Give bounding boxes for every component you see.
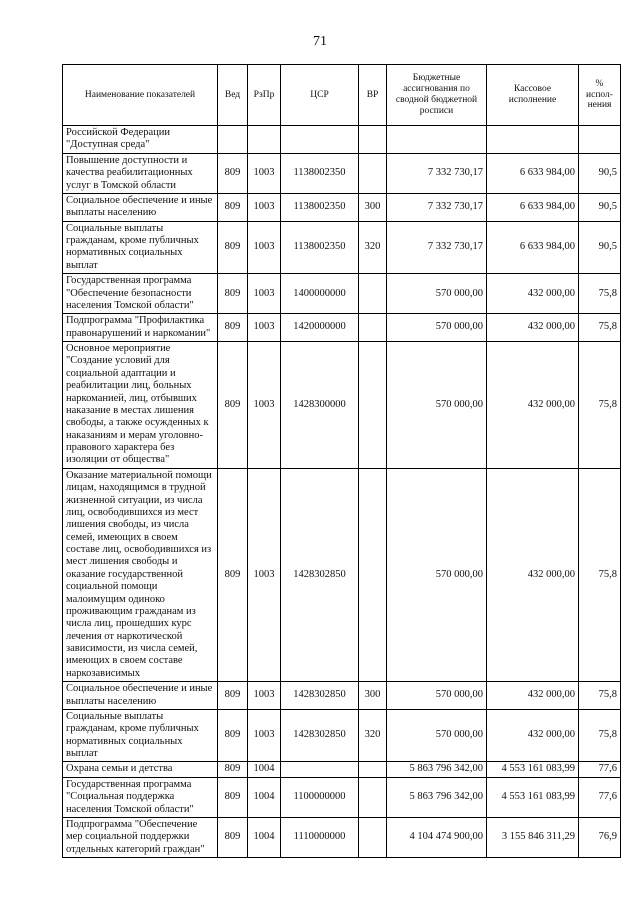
row-percent: 75,8	[579, 468, 621, 681]
row-budget: 570 000,00	[387, 682, 487, 710]
row-ved	[218, 126, 248, 154]
row-budget: 5 863 796 342,00	[387, 777, 487, 817]
row-percent: 75,8	[579, 682, 621, 710]
row-name: Социальное обеспечение и иные выплаты населению	[63, 682, 218, 710]
row-budget: 7 332 730,17	[387, 193, 487, 221]
table-row	[63, 342, 621, 469]
row-ved: 809	[218, 153, 248, 193]
row-csr: 1428302850	[281, 709, 359, 762]
row-name: Повышение доступности и качества реабилитационных услуг в Томской области	[63, 153, 218, 193]
row-budget: 570 000,00	[387, 709, 487, 762]
header-row	[63, 65, 621, 126]
row-ved: 809	[218, 777, 248, 817]
row-percent: 77,6	[579, 777, 621, 817]
row-ved: 809	[218, 817, 248, 857]
row-percent: 75,8	[579, 342, 621, 469]
row-percent	[579, 126, 621, 154]
row-cash	[487, 126, 579, 154]
row-vr	[359, 153, 387, 193]
row-name: Социальные выплаты гражданам, кроме публичных нормативных социальных выплат	[63, 221, 218, 274]
col-header-vr: ВР	[359, 65, 387, 126]
row-vr	[359, 126, 387, 154]
row-csr: 1110000000	[281, 817, 359, 857]
row-rzpr: 1003	[248, 682, 281, 710]
row-csr	[281, 762, 359, 777]
row-rzpr: 1004	[248, 777, 281, 817]
row-ved: 809	[218, 682, 248, 710]
row-cash: 432 000,00	[487, 682, 579, 710]
row-budget: 7 332 730,17	[387, 221, 487, 274]
row-csr: 1100000000	[281, 777, 359, 817]
row-rzpr: 1004	[248, 762, 281, 777]
row-ved: 809	[218, 709, 248, 762]
row-cash: 4 553 161 083,99	[487, 777, 579, 817]
table-row	[63, 126, 621, 154]
row-cash: 432 000,00	[487, 314, 579, 342]
table-row	[63, 682, 621, 710]
row-name: Социальное обеспечение и иные выплаты населению	[63, 193, 218, 221]
row-budget: 570 000,00	[387, 314, 487, 342]
row-name: Государственная программа "Обеспечение безопасности населения Томской области"	[63, 274, 218, 314]
col-header-percent: % испол-нения	[579, 65, 621, 126]
row-budget	[387, 126, 487, 154]
row-percent: 75,8	[579, 709, 621, 762]
row-ved: 809	[218, 193, 248, 221]
table-row	[63, 193, 621, 221]
row-csr: 1400000000	[281, 274, 359, 314]
row-rzpr: 1003	[248, 274, 281, 314]
table-row	[63, 709, 621, 762]
row-rzpr: 1003	[248, 193, 281, 221]
row-ved: 809	[218, 762, 248, 777]
col-header-budget: Бюджетные ассигнования по сводной бюджетной росписи	[387, 65, 487, 126]
row-budget: 4 104 474 900,00	[387, 817, 487, 857]
row-vr	[359, 468, 387, 681]
report-table	[62, 64, 621, 858]
table-row	[63, 817, 621, 857]
row-cash: 6 633 984,00	[487, 193, 579, 221]
row-percent: 75,8	[579, 314, 621, 342]
row-vr	[359, 762, 387, 777]
row-ved: 809	[218, 221, 248, 274]
row-vr: 300	[359, 682, 387, 710]
table-row	[63, 468, 621, 681]
row-percent: 75,8	[579, 274, 621, 314]
row-budget: 570 000,00	[387, 342, 487, 469]
col-header-csr: ЦСР	[281, 65, 359, 126]
row-name: Основное мероприятие "Создание условий для социальной адаптации и реабилитации лиц, больных наркоманией, лиц, отбывших наказание в местах лишения свободы, а также осужденных к наказаниям и мерам уголовно-правового характера без изоляции от общества"	[63, 342, 218, 469]
row-cash: 3 155 846 311,29	[487, 817, 579, 857]
row-cash: 4 553 161 083,99	[487, 762, 579, 777]
row-cash: 6 633 984,00	[487, 221, 579, 274]
col-header-cash: Кассовое исполнение	[487, 65, 579, 126]
row-percent: 76,9	[579, 817, 621, 857]
row-cash: 432 000,00	[487, 274, 579, 314]
row-name: Оказание материальной помощи лицам, находящимся в трудной жизненной ситуации, из числа лиц, освободившихся из мест лишения свободы, из числа семей, имеющих в своем составе лиц, освободившихся из мест лишения свободы и оказание государственной социальной помощи малоимущим одиноко проживающим гражданам из числа лиц, прошедших курс лечения от наркотической зависимости, из числа семей, имеющих в своем составе наркозависимых	[63, 468, 218, 681]
row-csr: 1428300000	[281, 342, 359, 469]
row-percent: 90,5	[579, 193, 621, 221]
row-name: Охрана семьи и детства	[63, 762, 218, 777]
row-rzpr: 1003	[248, 221, 281, 274]
row-name: Подпрограмма "Обеспечение мер социальной поддержки отдельных категорий граждан"	[63, 817, 218, 857]
row-csr: 1428302850	[281, 682, 359, 710]
row-name: Социальные выплаты гражданам, кроме публичных нормативных социальных выплат	[63, 709, 218, 762]
row-ved: 809	[218, 468, 248, 681]
row-cash: 6 633 984,00	[487, 153, 579, 193]
row-csr: 1138002350	[281, 221, 359, 274]
col-header-ved: Вед	[218, 65, 248, 126]
row-csr	[281, 126, 359, 154]
row-ved: 809	[218, 314, 248, 342]
row-rzpr: 1003	[248, 468, 281, 681]
row-name: Российской Федерации "Доступная среда"	[63, 126, 218, 154]
row-budget: 5 863 796 342,00	[387, 762, 487, 777]
col-header-name: Наименование показателей	[63, 65, 218, 126]
row-csr: 1420000000	[281, 314, 359, 342]
page-number: 71	[313, 34, 327, 49]
row-ved: 809	[218, 342, 248, 469]
table-row	[63, 777, 621, 817]
row-cash: 432 000,00	[487, 468, 579, 681]
row-rzpr: 1003	[248, 709, 281, 762]
row-csr: 1428302850	[281, 468, 359, 681]
row-budget: 570 000,00	[387, 468, 487, 681]
table-row	[63, 221, 621, 274]
row-budget: 7 332 730,17	[387, 153, 487, 193]
row-vr: 300	[359, 193, 387, 221]
row-vr	[359, 274, 387, 314]
row-name: Государственная программа "Социальная поддержка населения Томской области"	[63, 777, 218, 817]
table-row	[63, 314, 621, 342]
row-rzpr	[248, 126, 281, 154]
row-rzpr: 1003	[248, 153, 281, 193]
table-row	[63, 762, 621, 777]
row-ved: 809	[218, 274, 248, 314]
table-row	[63, 153, 621, 193]
row-percent: 90,5	[579, 221, 621, 274]
row-csr: 1138002350	[281, 193, 359, 221]
row-name: Подпрограмма "Профилактика правонарушений и наркомании"	[63, 314, 218, 342]
table-row	[63, 274, 621, 314]
row-percent: 77,6	[579, 762, 621, 777]
row-budget: 570 000,00	[387, 274, 487, 314]
row-percent: 90,5	[579, 153, 621, 193]
row-cash: 432 000,00	[487, 709, 579, 762]
row-rzpr: 1004	[248, 817, 281, 857]
row-vr	[359, 817, 387, 857]
row-vr	[359, 777, 387, 817]
row-vr: 320	[359, 709, 387, 762]
row-cash: 432 000,00	[487, 342, 579, 469]
row-vr: 320	[359, 221, 387, 274]
row-vr	[359, 342, 387, 469]
row-rzpr: 1003	[248, 342, 281, 469]
row-csr: 1138002350	[281, 153, 359, 193]
col-header-rzpr: РзПр	[248, 65, 281, 126]
row-vr	[359, 314, 387, 342]
row-rzpr: 1003	[248, 314, 281, 342]
